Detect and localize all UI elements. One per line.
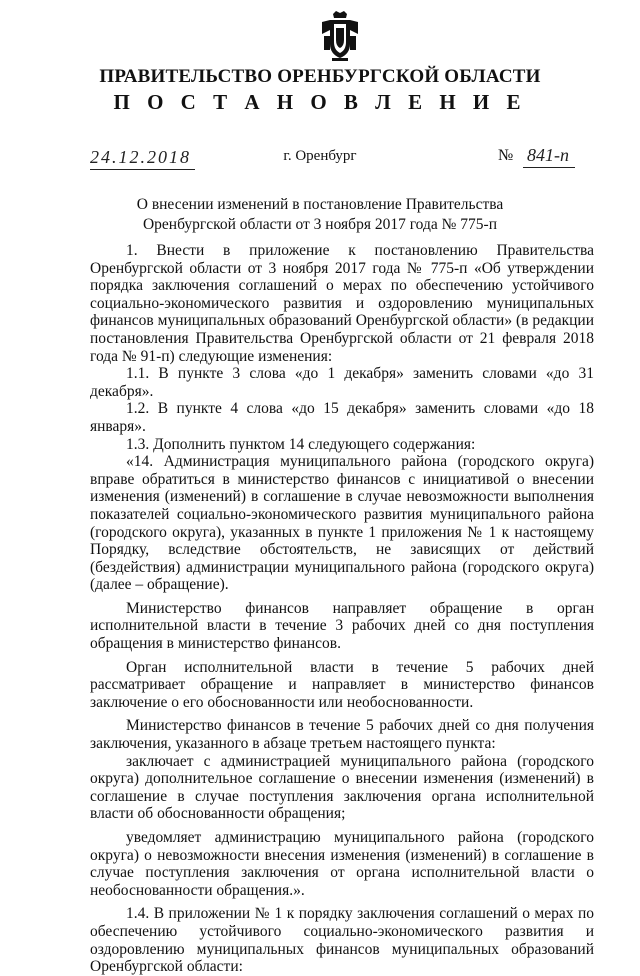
- paragraph-item-1-1: 1.1. В пункте 3 слова «до 1 декабря» заменить словами «до 31 декабря».: [90, 365, 594, 400]
- coat-of-arms-icon: [318, 10, 362, 62]
- paragraph-clause-14: «14. Администрация муниципального района (городского округа) вправе обратиться в министерство финансов с инициативой о внесении изменения (изменений) в соглашение в случае невозможности выполнения показателей социально-экономического развития муниципального района (городского округа), указанных в пункте 1 приложения № 1 к настоящему Порядку, вследствие обстоятельств, не зависящих от действий (бездействия) администрации муниципального района (городского округа) (далее – обращение).: [90, 453, 594, 594]
- title-line: О внесении изменений в постановление Правительства: [136, 196, 504, 213]
- paragraph-item-1-4: 1.4. В приложении № 1 к порядку заключения соглашений о мерах по обеспечению устойчивого социально-экономического развития и оздоровлению муниципальных финансов муниципальных образований Оренбургской области:: [90, 905, 594, 976]
- paragraph: Министерство финансов в течение 5 рабочих дней со дня получения заключения, указанного в абзаце третьем настоящего пункта:: [90, 717, 594, 753]
- paragraph-item-1-2: 1.2. В пункте 4 слова «до 15 декабря» заменить словами «до 18 января».: [90, 400, 594, 435]
- paragraph: Орган исполнительной власти в течение 5 рабочих дней рассматривает обращение и направляет в министерство финансов заключение о его обоснованности или необоснованности.: [90, 658, 594, 711]
- paragraph: заключает с администрацией муниципального района (городского округа) дополнительное соглашение о внесении изменения (изменений) в соглашение в случае поступления заключения органа исполнительной власти об обоснованности обращения;: [90, 752, 594, 823]
- document-type: П О С Т А Н О В Л Е Н И Е: [113, 90, 527, 114]
- paragraph: уведомляет администрацию муниципального района (городского округа) о невозможности внесения изменения (изменений) в соглашение в случае поступления заключения от органа исполнительной власти о необоснованности обращения.».: [90, 829, 594, 899]
- number-label: №: [498, 147, 514, 164]
- title-line: Оренбургской области от 3 ноября 2017 года № 775-п: [142, 216, 497, 233]
- paragraph: Министерство финансов направляет обращение в орган исполнительной власти в течение 3 рабочих дней со дня поступления обращения в министерство финансов.: [90, 599, 594, 653]
- paragraph-item-1: 1. Внести в приложение к постановлению Правительства Оренбургской области от 3 ноября 2017 года № 775-п «Об утверждении порядка заключения соглашений о мерах по обеспечению устойчивого социально-экономического развития и оздоровлению муниципальных финансов муниципальных образований Оренбургской области» (в редакции постановления Правительства Оренбургской области от 21 февраля 2018 года № 91-п) следующие изменения:: [90, 242, 594, 365]
- organization-name: ПРАВИТЕЛЬСТВО ОРЕНБУРГСКОЙ ОБЛАСТИ: [99, 66, 541, 87]
- paragraph-item-1-3: 1.3. Дополнить пунктом 14 следующего содержания:: [126, 435, 476, 453]
- document-title: [0, 195, 640, 235]
- document-body: [90, 242, 594, 976]
- document-number: 841-п: [523, 145, 575, 168]
- document-city: г. Оренбург: [283, 148, 357, 164]
- document-date: 24.12.2018: [90, 147, 195, 170]
